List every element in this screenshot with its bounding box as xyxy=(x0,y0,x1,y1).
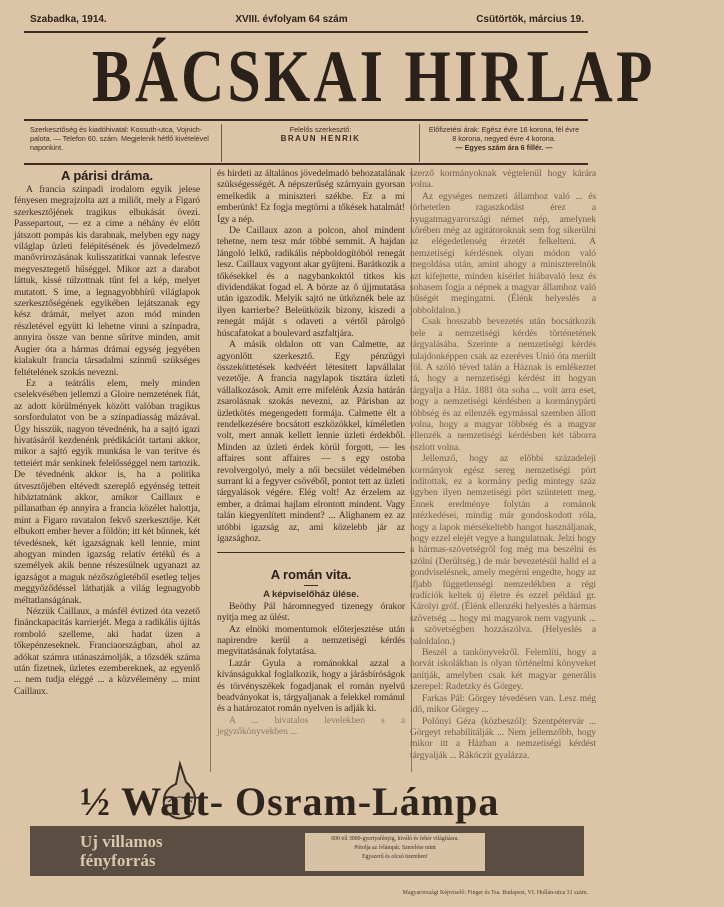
divider xyxy=(24,163,588,165)
divider xyxy=(24,31,588,33)
paragraph: és hirdeti az általános jövedelmadó behozatalának szükségességét. A népszerűség szárnyain gyorsan emelkedik a miniszteri székbe. Ez a mi emberünk! Ez fogja megtörni a tőkések hatalmát! Így a nép. xyxy=(217,168,405,225)
slogan-line: Uj villamos xyxy=(80,832,163,851)
divider xyxy=(304,585,318,586)
paragraph: Farkas Pál: Görgey tévedésen van. Lesz még idő, mikor Görgey ... xyxy=(410,692,596,716)
slogan-line: fényforrás xyxy=(80,851,156,870)
office-info: Szerkesztőség és kiadóhivatal: Kossuth-utca, Vojnich-palota. — Telefon 60. szám. Megjelenik hétfő kivételével naponkint. xyxy=(24,124,222,162)
paragraph: Ez a teátrális elem, mely minden cselekvésében jellemzi a Gloire nemzetének fiát, az adott körülmények között valóban tragikus sorsfordulatot von be a színpadiasság mázával. Úgy hisszük, nagyon tévednénk, ha a sajtó igazi hivatásáról kezdenénk prédikációt tartani akkor, mikor a sajtó egyik munkása le van terítve és tetteiért már senkinek felelősséggel nem tartozik. De tévednénk akkor is, ha a politika útvesztőjében eltévedt szereplő egyénség tetteit hibáztatnánk akkor, amikor Caillaux e pillanatban ép annyira a francia közélet halottja, mint a Figaro ravatalon fekvő szerkesztője. Két elbukott ember hever a földön; itt két bűnnek, két tévedésnek, két igazságnak kell lennie, mint ahogyan minden igazság relatív értékű és a személyek akik benne részesülnek ugyanazt az igazságot a maguk nézőszögletéből esetleg teljes meggyőződéssel láthatják a világ legnagyobb méltatlanságának. xyxy=(14,377,200,606)
ad-slogan xyxy=(80,832,163,870)
masthead xyxy=(24,36,656,118)
paragraph: A francia színpadi irodalom egyik jelese fényesen megrajzolta azt a miliőt, mely a Figaró szerkesztőjének tragikus elbukását övezi. Passepartout, — ez a címe a néhány év előtt játszott pompás kis darabnak, melyben egy nagy világlap üzleti felépítésének és jövedelmező manővrirozásának kulisszatitkai vannak lefestve megvesztegető hűséggel. Mikor azt a darabot láttuk, kissé túlzottnak tűnt fel a kép, melyet mutatott. S ime, a legnagyobbhírű világlapok szerkesztőségének egyikében lejátszanak egy kész drámát, melyet azon mód minden részletével együtt ki lehetne vinni a színpadra, annyira össze van benne sűrítve minden, amit Augier óta a hármas drámai egység jegyében kialakult francia társadalmi színmű szükséges feltételének szokás nevezni. xyxy=(14,184,200,378)
editor-info xyxy=(222,124,420,162)
paragraph: Polónyi Géza (közbeszól): Szentpétervár ... Görgeyt rehabilitálják ... Nem jellemzőbb, hogy mikor itt a Házban a nemzetiségi kérdést tárgyalják ... Rákóczit gyalázza. xyxy=(410,715,596,761)
ad-title: ½ Watt- Osram-Lámpa xyxy=(80,779,500,824)
paragraph: Beszél a tankönyvekről. Felemlíti, hogy a horvát iskolákban is olyan történelmi könyveket tanítják, amelyben csak két magyar generális szerepel: Radetzky és Görgey. xyxy=(410,647,596,693)
ad-text: Egyszerű és olcsó üzemben! xyxy=(362,854,428,860)
single-copy-price: — Egyes szám ára 6 fillér. — xyxy=(455,143,553,152)
ad-textbox xyxy=(305,833,485,871)
paragraph: szerző kormányoknak végtelenül hogy kárára volna. xyxy=(410,168,596,191)
dateline xyxy=(30,14,584,25)
article-subheadline: A képviselőház ülése. xyxy=(263,589,359,601)
column-2 xyxy=(210,168,412,772)
paragraph: Jellemző, hogy az előbbi századeleji kormányok egész sereg nemzetiségi pört indítottak, ez a kormány pedig mintegy száz ügyben ilyen nemzetiségi pört szüntetett meg. Ennek eredménye folytán a románok intézkedései, mindig már gondoskodott róla, hogy a lapok mérsékeltebb hangot használjanak, hogy ezzel elejét vegye a hangulatnak. Jelzi hogy a hármas-szövetségről fog még ma beszélni és szólni (Derültség.) de már bevezetésül halld el a gondviselésnek, amely megérni engedte, hogy az ifjabb függetlenségi nemzedékben a régi tradíciók keltek új életre és ezzel például gr. Károlyi gróf. (Élénk ellenzéki helyeslés a hármas szövetség ... hogy mi magyarok nem vagyunk ... a szövetségben hozzászólva. (Helyeslés a baloldalon.) xyxy=(410,453,596,647)
ad-footer: Magyarországi Képviselő: Finger és Tsa. Budapest, VI. Hollán-utca 31 szám. xyxy=(402,890,588,896)
article-headline: A román vita. xyxy=(270,567,352,583)
masthead-info xyxy=(24,124,588,162)
ad-text: 600 tól 3000-gyertyafényig, kiváló és fehér világításra. xyxy=(331,836,459,842)
osram-advertisement xyxy=(20,780,594,884)
ad-band xyxy=(30,826,584,876)
article-separator xyxy=(217,552,405,553)
place-year: Szabadka, 1914. xyxy=(30,14,107,25)
ad-text: Pótolja az ívlámpát. Szerelése mint xyxy=(354,845,436,851)
divider xyxy=(24,119,588,121)
paragraph: Az egységes nemzeti államhoz való ... és törhetetlen ragaszkodást érez a nyugatmagyarországi német nép, amelynek körében még az agitátoroknak sem fog sikerülni az elégedetlenség érzetét felkelteni. A nemzetiségi kérdésnek olyan módon való megoldása után, amint ahogy a miniszterelnök azt kifejtette, minden kísérlet hiábavaló lesz és sohasem fogja a népnek a magyar államhoz való hűségét megingatni. (Élénk helyeslés a jobboldalon.) xyxy=(410,190,596,316)
paragraph: A másik oldalon ott van Calmette, az agyonlőtt szerkesztő. Egy pénzügyi összeköttetések kedvéért létesített lapvállalat vezetője. A francia nagylapok tisztára üzleti vállalkozások. Amit erre mifelénk Ázsia határán zsarolásnak szokás nevezni, az Párisban az üzletkötés megengedett formája. Calmette élt a rendelkezésére bocsátott eszközökkel, kíméletlen volt, mert annak kellett lennie üzleti érdekből. Minden az üzleti érdek körül forgott, — les affaires sont affaires — s egy ostoba revolvergolyó, mely a női becsület védelmében surrant ki a fegyver csövéből, pontot tett az üzleti tárgyalások végére. Elég volt! Az érzelem az ember, a drámai hajlam elrontott mindent. Vagy talán kiegyenlített mindent? ... Alighanem ez az utóbbi igazság az, ami közelebb jár az igazsághoz. xyxy=(217,339,405,544)
column-1 xyxy=(14,168,200,772)
paragraph: A ... hivatalos levelekben s a jegyzőkönyvekben ... xyxy=(217,714,405,738)
price-info xyxy=(420,124,588,162)
paragraph: Csak hosszabb bevezetés után bocsátkozik bele a nemzetiségi kérdés történetének tárgyalásába. Szerinte a nemzetiségi kérdés tulajdonképpen csak az ezeréves Unió óta merült föl. A szóló téved talán a Háznak is emlékeztet rá, hogy a nemzetiségi kérdést itt hogyan tárgyalja a Ház. 1881 óta soha ... volt arra eset, hogy a nemzetiségi kérdésben a kormánypárti többség és az ellenzék egymással szemben állott volna, hogy a magyar többség és a magyar ellenzék a nemzetiségi kérdésben két táborra oszlott volna. xyxy=(410,316,596,453)
issue-date: Csütörtök, március 19. xyxy=(476,14,584,25)
paragraph: Nézzük Caillaux, a másfél évtized óta vezető finánckapacitás karrierjét. Mega a radikális újítás romboló szelleme, aki hadat üzen a tőkepénzeseknek. Franciaországban, ahol az adókat számra utánaszámolják, a tőzsdék száma után fizetnek, üzletes ezembereknek, az egyenlő ... nem tudja eléggé ... a közvélemény ... mint Caillaux. xyxy=(14,606,200,697)
volume-issue: XVIII. évfolyam 64 szám xyxy=(235,14,348,25)
paragraph: Az elnöki momentumok előterjesztése után napirendre kerül a nemzetiségi kérdés megvitatásának folytatása. xyxy=(217,623,405,658)
subscription-prices: Előfizetési árak: Egész évre 16 korona, fél évre 8 korona, negyed évre 4 korona. xyxy=(428,125,580,143)
paragraph: Lazár Gyula a románokkal azzal a kívánságukkal foglalkozik, hogy a járásbíróságok és törvényszékek fogadjanak el román nyelvű beadványokat is, tárgyaljanak a felekkel románul és a határozatot román nyelven is adják ki. xyxy=(217,657,405,715)
paragraph: Beöthy Pál háromnegyed tizenegy órakor nyitja meg az ülést. xyxy=(217,600,405,624)
column-3 xyxy=(410,168,596,772)
editor-name: BRAUN HENRIK xyxy=(280,134,361,143)
masthead-title: BÁCSKAI HIRLAP xyxy=(91,36,656,118)
article-headline: A párisi dráma. xyxy=(61,168,153,183)
paragraph: De Caillaux azon a polcon, ahol mindent tehetne, nem tesz már többé semmit. A hajdan lángoló lelkű, radikális népboldogítóból renegát lesz. Caillaux vagyont akar gyűjteni. Barátkozik a tőkésekkel és a nagybankoktól titkos kis dividendákat fogad el. A börze az ő újjmutatása után igazodik. Melyik sajtó ne ütköznék bele az ilyen karrierbe? Beleütközik bizony, kiszedi a renegát máját s odaveti a vértől párolgó húscafatokat a boulevard aszfaltjára. xyxy=(217,225,405,339)
editor-label: Felelős szerkesztő: xyxy=(289,125,352,134)
